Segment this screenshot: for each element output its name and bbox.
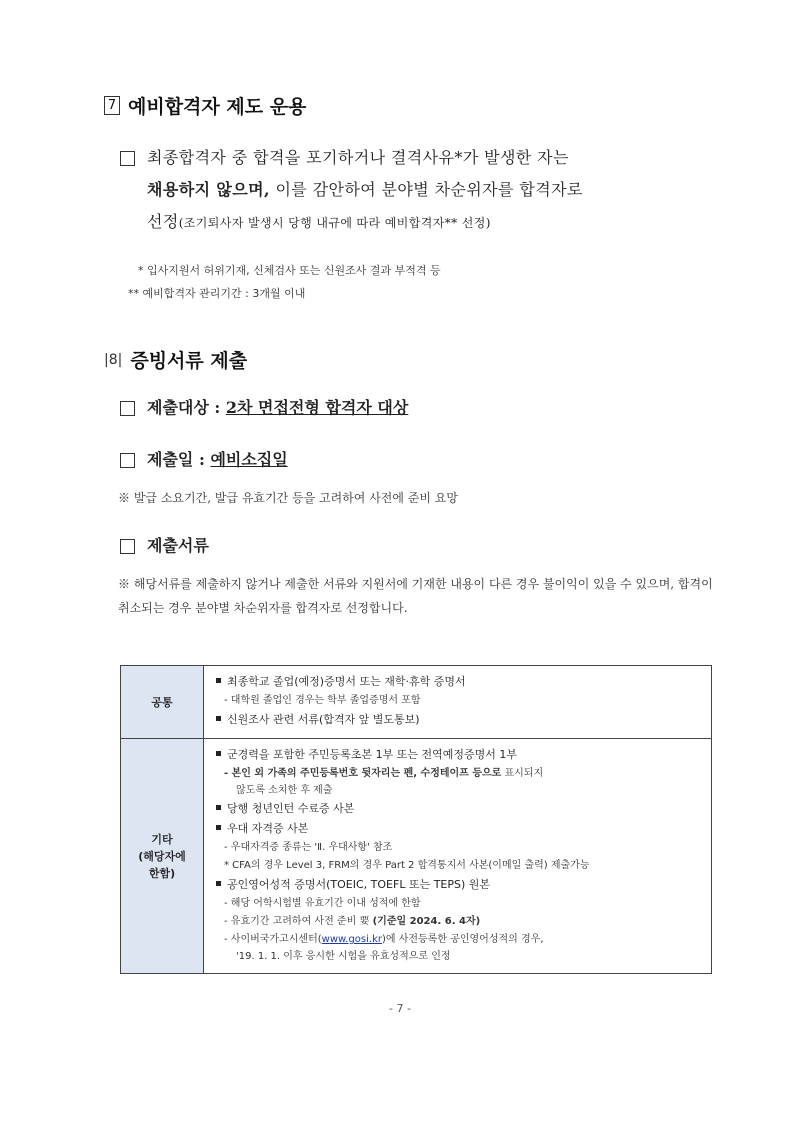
submit-date <box>120 444 288 476</box>
section-7-heading <box>104 92 306 119</box>
section-number: 7 <box>104 96 120 115</box>
note-text: 발급 소요기간, 발급 유효기간 등을 고려하여 사전에 준비 요망 <box>133 491 458 505</box>
items-cell <box>204 739 712 974</box>
sub-item: - 우대자격증 종류는 'Ⅱ. 우대사항' 참조 <box>224 842 393 853</box>
sub-item <box>216 765 701 783</box>
value: 예비소집일 <box>210 450 288 469</box>
paragraph-line: 최종합격자 중 합격을 포기하거나 결격사유*가 발생한 자는 <box>147 148 569 167</box>
category-label: 기타 <box>151 832 173 846</box>
square-bullet-icon <box>216 751 221 756</box>
docs-note <box>118 572 718 620</box>
checkbox-bullet-icon <box>120 453 135 468</box>
list-item <box>216 672 701 692</box>
gosi-link[interactable]: www.gosi.kr <box>321 934 382 945</box>
text: - 사이버국가고시센터( <box>224 934 322 945</box>
text-bold: - 본인 외 가족의 주민등록번호 뒷자리는 펜, 수정테이프 등으로 <box>224 768 502 779</box>
list-item <box>216 819 701 839</box>
item-text: 우대 자격증 사본 <box>227 822 309 835</box>
text: )에 사전등록한 공인영어성적의 경우, <box>381 934 544 945</box>
checkbox-bullet-icon <box>120 401 135 416</box>
text: 이를 감안하여 분야별 차순위자를 합격자로 <box>275 180 583 199</box>
category-label: (해당자에 <box>138 849 186 863</box>
text: - 유효기간 고려하여 사전 준비 要 <box>224 916 370 927</box>
sub-item <box>216 931 701 949</box>
text-small: (조기퇴사자 발생시 당행 내규에 따라 예비합격자** 선정) <box>178 216 491 230</box>
list-item <box>216 799 701 819</box>
sub-item <box>216 913 701 931</box>
section-title: 예비합격자 제도 운용 <box>128 96 307 118</box>
square-bullet-icon <box>216 881 221 886</box>
sub-item: '19. 1. 1. 이후 응시한 시험을 유효성적으로 인정 <box>236 951 451 962</box>
section-number: |8| <box>104 351 123 368</box>
sub-item: * CFA의 경우 Level 3, FRM의 경우 Part 2 합격통지서 사본(이메일 출력) 제출가능 <box>224 860 590 871</box>
label: 제출일 : <box>147 450 205 469</box>
checkbox-bullet-icon <box>120 151 135 166</box>
item-text: 군경력을 포함한 주민등록초본 1부 또는 전역예정증명서 1부 <box>227 748 517 761</box>
category-label: 한함) <box>148 866 176 880</box>
sub-item: - 대학원 졸업인 경우는 학부 졸업증명서 포함 <box>224 695 421 706</box>
reference-mark: ※ <box>118 491 131 505</box>
list-item <box>216 875 701 895</box>
item-text: 공인영어성적 증명서(TOEIC, TOEFL 또는 TEPS) 원본 <box>227 878 491 891</box>
text: 표시되지 <box>504 768 544 779</box>
documents-table <box>120 665 712 974</box>
item-text: 신원조사 관련 서류(합격자 앞 별도통보) <box>227 713 420 726</box>
checkbox-bullet-icon <box>120 539 135 554</box>
square-bullet-icon <box>216 805 221 810</box>
table-row <box>121 666 712 739</box>
list-item <box>216 710 701 730</box>
submit-docs <box>120 530 209 562</box>
text: 선정 <box>147 212 179 231</box>
label: 제출서류 <box>147 536 209 555</box>
value: 2차 면접전형 합격자 대상 <box>225 398 409 417</box>
label: 제출대상 : <box>147 398 221 417</box>
table-row <box>121 739 712 974</box>
section-7-paragraph <box>120 142 727 239</box>
sub-item: 않도록 소치한 후 제출 <box>236 785 333 796</box>
footnote: * 입사지원서 허위기재, 신체검사 또는 신원조사 결과 부적격 등 <box>138 264 441 277</box>
square-bullet-icon <box>216 716 221 721</box>
category-cell <box>121 666 204 739</box>
page-number: - 7 - <box>389 1002 411 1015</box>
date-note <box>118 486 718 510</box>
item-text: 최종학교 졸업(예정)증명서 또는 재학·휴학 증명서 <box>227 675 466 688</box>
items-cell <box>204 666 712 739</box>
footnote: ** 예비합격자 관리기간 : 3개월 이내 <box>128 287 306 300</box>
list-item <box>216 745 701 765</box>
reference-mark: ※ <box>118 577 131 591</box>
sub-item: - 해당 어학시험별 유효기간 이내 성적에 한함 <box>224 898 421 909</box>
text-bold: 채용하지 않으며, <box>147 180 270 199</box>
paragraph-line <box>147 174 727 206</box>
submit-target <box>120 392 408 424</box>
square-bullet-icon <box>216 825 221 830</box>
note-text: 해당서류를 제출하지 않거나 제출한 서류와 지원서에 기재한 내용이 다른 경우 불이익이 있을 수 있으며, 합격이 취소되는 경우 분야별 차순위자를 합격자로 선정합니다. <box>118 577 713 615</box>
category-cell <box>121 739 204 974</box>
paragraph-text <box>147 142 727 239</box>
section-title: 증빙서류 제출 <box>130 350 248 372</box>
section-8-heading <box>104 346 247 373</box>
category-label: 공통 <box>151 695 173 709</box>
paragraph-line <box>147 206 727 239</box>
text-bold: (기준일 2024. 6. 4자) <box>372 916 481 927</box>
square-bullet-icon <box>216 678 221 683</box>
item-text: 당행 청년인턴 수료증 사본 <box>227 802 355 815</box>
